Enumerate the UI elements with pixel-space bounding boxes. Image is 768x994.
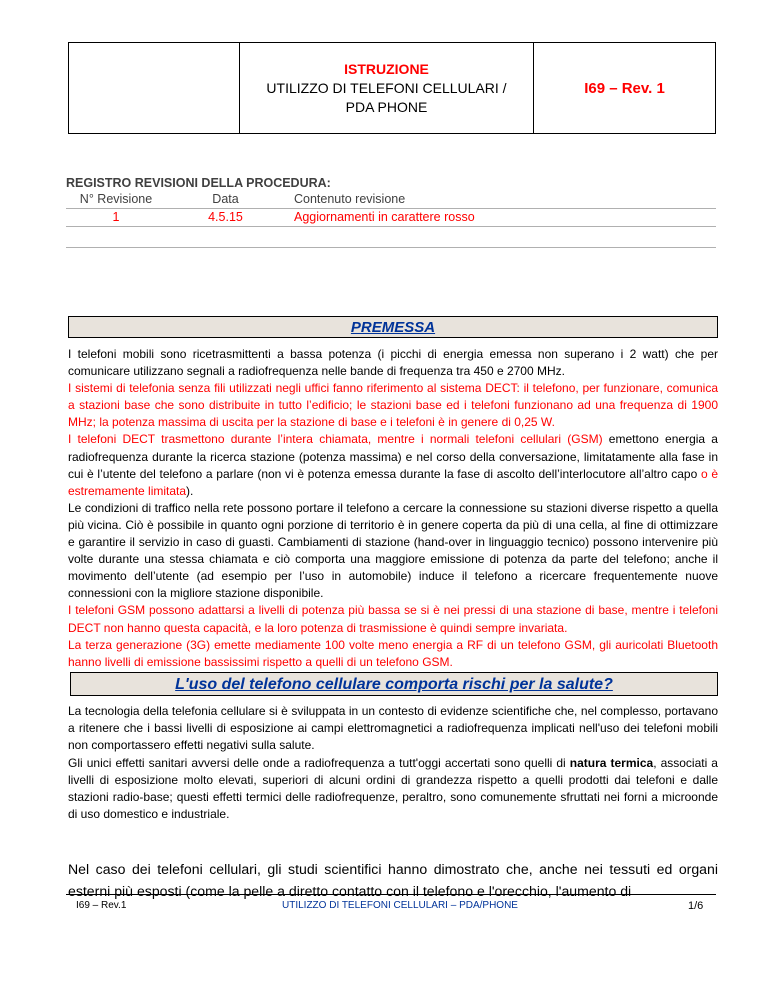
premessa-sentence-3d: ). — [186, 483, 194, 498]
document-header-table — [68, 42, 716, 134]
table-row-empty — [66, 227, 716, 248]
premessa-sentence-6: La terza generazione (3G) emette mediamente 100 volte meno energia a RF di un telefono GSM, gli auricolati Bluetooth hanno livelli di emissione bassissimi rispetto a quelli di un telefono GSM. — [68, 637, 718, 669]
premessa-sentence-4: Le condizioni di traffico nella rete possono portare il telefono a cercare la connessione su stazioni diverse rispetto a quella più vicina. Ciò è possibile in quanto ogni porzione di territorio è in genere coperta da più di una cella, al fine di ottimizzare e garantire il servizio in caso di guasti. Cambiamenti di stazione (hand-over in linguaggio tecnico) possono intervenire più volte durante una stessa chiamata e ciò comporta una maggiore emissione di potenza da parte del telefono; anche il movimento dell’utente (ad esempio per l’uso in automobile) induce il telefono a ricercare frequentemente nuove connessioni con la migliore stazione disponibile. — [68, 500, 718, 601]
rischi-paragraph-1: La tecnologia della telefonia cellulare si è sviluppata in un contesto di evidenze scientifiche che, nel complesso, portavano a ritenere che i bassi livelli di esposizione ai campi elettromagnetici a radiofrequenza implicati nell'uso dei telefoni mobili non comportassero effetti negativi sulla salute. — [68, 704, 718, 753]
rischi-paragraph-2b: natura termica — [569, 755, 654, 770]
rischi-paragraph-2a: Gli unici effetti sanitari avversi delle onde a radiofrequenza a tutt'oggi accertati sono quelli di — [68, 755, 570, 770]
col-date: Data — [212, 192, 239, 206]
register-header-row — [66, 191, 716, 209]
revision-content: Aggiornamenti in carattere rosso — [294, 210, 475, 224]
table-row — [66, 209, 716, 227]
logo-cell — [69, 43, 240, 133]
rischi-paragraph-2c: , associati a livelli di esposizione molto elevati, superiori di alcuni ordini di grandezza rispetto a quelli prodotti dai telefoni e dalle stazioni radio-base; questi effetti termici delle radiofrequenze, peraltro, sono comunemente sfruttati nei forni a microonde di uso domestico e industriale. — [68, 755, 718, 822]
col-revision-number: N° Revisione — [79, 192, 153, 206]
doc-title-line1: UTILIZZO DI TELEFONI CELLULARI / — [266, 79, 507, 96]
doc-title-line2: PDA PHONE — [345, 98, 428, 115]
premessa-sentence-3c: o è estremamente limitata — [68, 466, 718, 498]
premessa-sentence-1: I telefoni mobili sono ricetrasmittenti a bassa potenza (i picchi di energia emessa non superano i 2 watt) che per comunicare utilizzano segnali a radiofrequenza nelle bande di frequenza tra 450 e 2700 MHz. — [68, 347, 718, 379]
register-title: REGISTRO REVISIONI DELLA PROCEDURA: — [66, 176, 331, 190]
footer-title: UTILIZZO DI TELEFONI CELLULARI – PDA/PHONE — [282, 900, 518, 911]
title-cell — [240, 43, 534, 133]
rischi-paragraph-3: Nel caso dei telefoni cellulari, gli studi scientifici hanno dimostrato che, anche nei tessuti ed organi esterni più esposti (come la pelle a diretto contatto con il telefono e l'orecchio, l'aumento di — [68, 861, 718, 899]
revision-number: 1 — [112, 210, 120, 224]
footer-doc-code: I69 – Rev.1 — [76, 900, 127, 911]
premessa-sentence-5: I telefoni GSM possono adattarsi a livelli di potenza più bassa se si è nei pressi di una stazione di base, mentre i telefoni DECT non hanno questa capacità, e la loro potenza di trasmissione è quindi sempre invariata. — [68, 603, 718, 635]
footer-divider — [66, 894, 716, 895]
col-content: Contenuto revisione — [294, 192, 406, 206]
revision-date: 4.5.15 — [208, 210, 243, 224]
revision-register — [66, 176, 716, 248]
doc-type: ISTRUZIONE — [344, 60, 429, 77]
doc-code: I69 – Rev. 1 — [584, 79, 665, 97]
premessa-text — [68, 346, 718, 671]
section-title-premessa: PREMESSA — [68, 316, 718, 338]
rischi-text — [68, 703, 718, 823]
premessa-sentence-3b: emettono energia a radiofrequenza durante la ricerca stazione (potenza massima) e nel corso della conversazione, limitatamente alla fase in cui è l’utente del telefono a parlare (non vi è potenza emessa durante la fase di ascolto dell’interlocutore all’altro capo — [68, 432, 718, 481]
page-number: 1/6 — [688, 900, 704, 912]
section-title-rischi: L'uso del telefono cellulare comporta rischi per la salute? — [70, 672, 718, 696]
premessa-sentence-2: I sistemi di telefonia senza fili utilizzati negli uffici fanno riferimento al sistema DECT: il telefono, per funzionare, comunica a stazioni base che sono distribuite in tutto l’edificio; le stazioni base ed i telefoni funzionano ad una frequenza di 1900 MHz; la potenza massima di uscita per la stazione di base e i telefoni è in genere di 0,25 W. — [68, 381, 718, 430]
premessa-sentence-3a: I telefoni DECT trasmettono durante l’intera chiamata, mentre i normali telefoni cellulari (GSM) — [68, 432, 603, 447]
